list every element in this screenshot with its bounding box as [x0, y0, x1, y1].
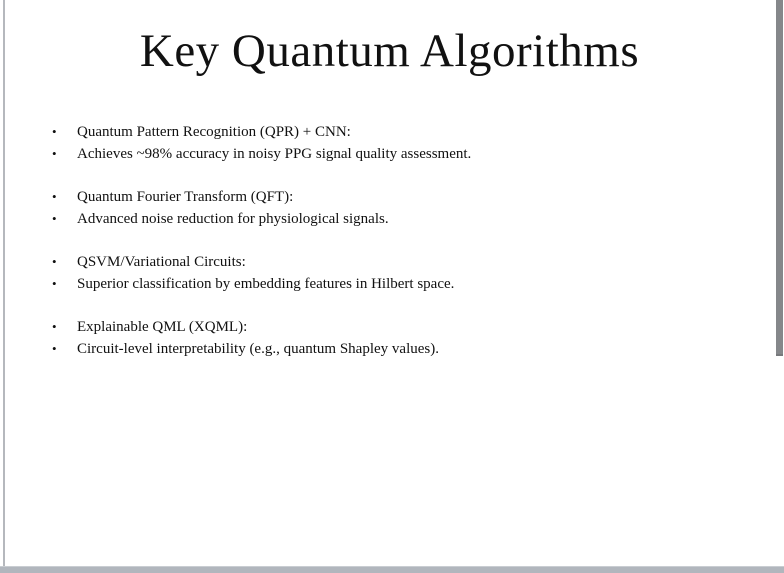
bullet-icon: • [52, 254, 57, 269]
bullet-group [50, 251, 754, 295]
bullet-text: Achieves ~98% accuracy in noisy PPG signal quality assessment. [77, 146, 472, 162]
bullet-item [50, 316, 754, 338]
bullet-text: Advanced noise reduction for physiological signals. [77, 211, 389, 227]
slide [5, 0, 774, 566]
bullet-list [50, 121, 754, 360]
bullet-item [50, 273, 754, 295]
bullet-icon: • [52, 189, 57, 204]
bullet-text: Superior classification by embedding features in Hilbert space. [77, 276, 455, 292]
bullet-group [50, 316, 754, 360]
bullet-text: QSVM/Variational Circuits: [77, 254, 246, 270]
bullet-icon: • [52, 146, 57, 161]
bullet-text: Explainable QML (XQML): [77, 319, 248, 335]
bullet-item [50, 121, 754, 143]
bullet-item [50, 338, 754, 360]
bullet-icon: • [52, 319, 57, 334]
bullet-icon: • [52, 341, 57, 356]
bullet-icon: • [52, 124, 57, 139]
slide-title: Key Quantum Algorithms [139, 25, 640, 77]
vertical-scrollbar-thumb[interactable] [776, 0, 783, 356]
horizontal-scrollbar-track[interactable] [0, 566, 784, 573]
bullet-text: Quantum Fourier Transform (QFT): [77, 189, 294, 205]
bullet-text: Quantum Pattern Recognition (QPR) + CNN: [77, 124, 351, 140]
bullet-item [50, 186, 754, 208]
bullet-icon: • [52, 211, 57, 226]
bullet-group [50, 121, 754, 165]
bullet-item [50, 208, 754, 230]
bullet-item [50, 143, 754, 165]
bullet-text: Circuit-level interpretability (e.g., quantum Shapley values). [77, 341, 439, 357]
bullet-item [50, 251, 754, 273]
bullet-group [50, 186, 754, 230]
bullet-icon: • [52, 276, 57, 291]
